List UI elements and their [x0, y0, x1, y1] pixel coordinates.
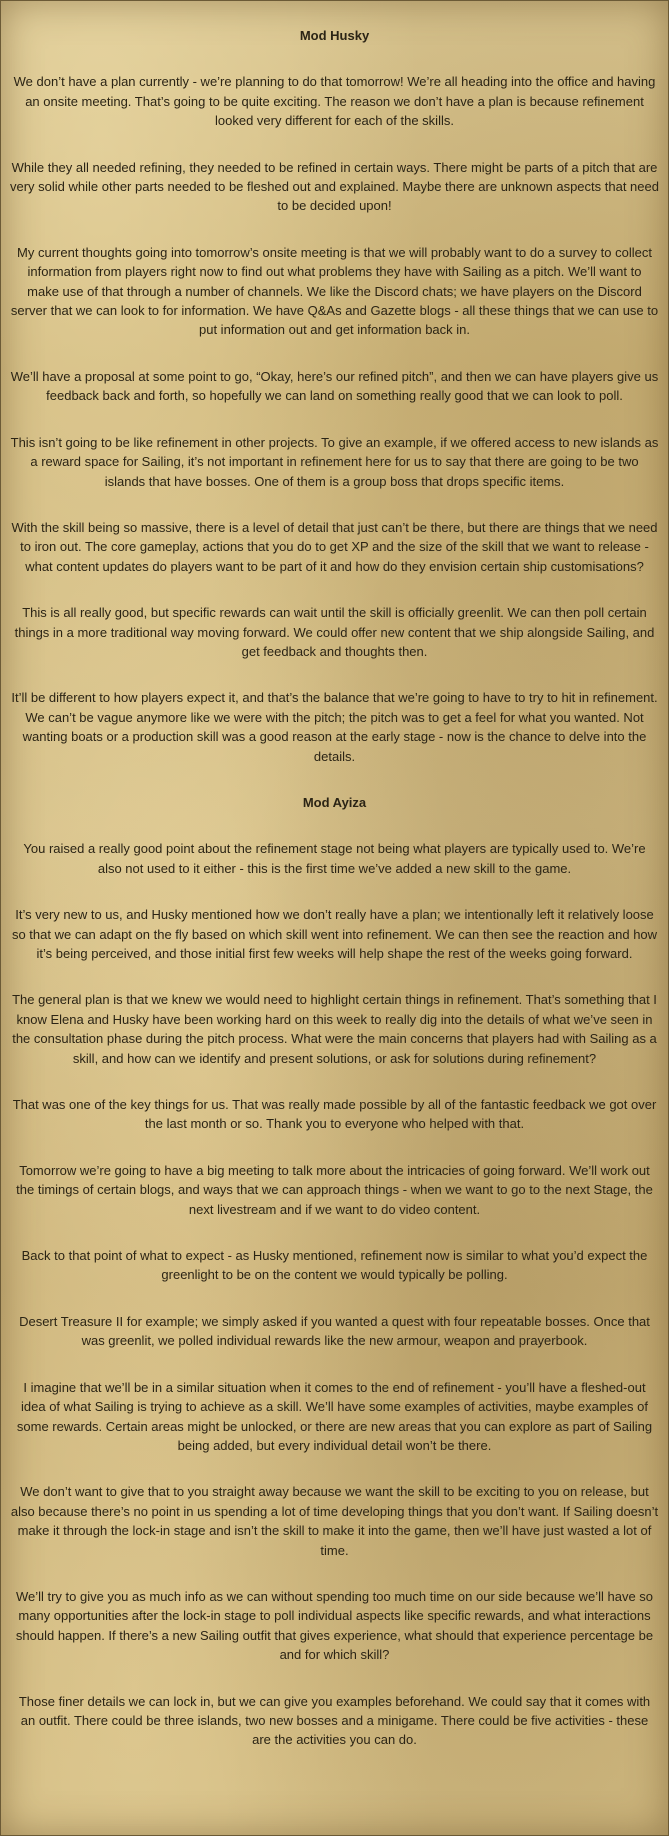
- paragraph: That was one of the key things for us. That was really made possible by all of the fantastic feedback we got over the last month or so. Thank you to everyone who helped with that.: [12, 1097, 657, 1132]
- paragraph: I imagine that we’ll be in a similar situation when it comes to the end of refinement - you’ll have a fleshed-out idea of what Sailing is trying to achieve as a skill. We’ll have some examples of activities, maybe examples of some rewards. Certain areas might be unlocked, or there are new areas that you can explore as part of Sailing being added, but every individual detail won’t be there.: [16, 1379, 653, 1453]
- paragraph: The general plan is that we knew we would need to highlight certain things in refinement. That’s something that I know Elena and Husky have been working hard on this week to really dig into the details of what we’ve seen in the consultation phase during the pitch process. What were the main concerns that players had with Sailing as a skill, and how can we identify and present solutions, or ask for solutions during refinement?: [12, 992, 657, 1066]
- speaker-heading-husky: Mod Husky: [299, 28, 370, 43]
- paragraph: My current thoughts going into tomorrow’s onsite meeting is that we will probably want to do a survey to collect information from players right now to find out what problems they have with Sailing as a pitch. We’ll want to make use of that through a number of channels. We like the Discord chats; we have players on the Discord server that we can look to for information. We have Q&As and Gazette blogs - all these things that we can use to put information out and get information back in.: [10, 244, 659, 338]
- paragraph: While they all needed refining, they needed to be refined in certain ways. There might be parts of a pitch that are very solid while other parts needed to be fleshed out and explained. Maybe there are unknown aspects that need to be decided upon!: [10, 159, 659, 214]
- paragraph: It’ll be different to how players expect it, and that’s the balance that we’re going to have to try to hit in refinement. We can’t be vague anymore like we were with the pitch; the pitch was to get a feel for what you wanted. Not wanting boats or a production skill was a good reason at the early stage - now is the chance to delve into the details.: [11, 690, 658, 764]
- paragraph: We don’t want to give that to you straight away because we want the skill to be exciting to you on release, but also because there’s no point in us spending a lot of time developing things that you don’t want. If Sailing doesn’t make it through the lock-in stage and isn’t the skill to make it into the game, then we’ll have just wasted a lot of time.: [10, 1484, 659, 1558]
- speaker-heading-ayiza: Mod Ayiza: [302, 794, 367, 810]
- paragraph: With the skill being so massive, there is a level of detail that just can’t be there, but there are things that we need to iron out. The core gameplay, actions that you do to get XP and the size of the skill that we want to release - what content updates do players want to be part of it and how do they envision certain ship customisations?: [11, 519, 658, 574]
- paragraph: Desert Treasure II for example; we simply asked if you wanted a quest with four repeatable bosses. Once that was greenlit, we polled individual rewards like the new armour, weapon and prayerbook.: [19, 1313, 650, 1349]
- paragraph: Tomorrow we’re going to have a big meeting to talk more about the intricacies of going forward. We’ll work out the timings of certain blogs, and ways that we can approach things - when we want to go to the next Stage, the next livestream and if we want to do video content.: [16, 1162, 653, 1217]
- paragraph: This isn’t going to be like refinement in other projects. To give an example, if we offered access to new islands as a reward space for Sailing, it’s not important in refinement here for us to say that there are going to be two islands that have bosses. One of them is a group boss that drops specific items.: [10, 434, 659, 489]
- paragraph: Back to that point of what to expect - as Husky mentioned, refinement now is similar to what you’d expect the greenlight to be on the content we would typically be polling.: [21, 1248, 648, 1283]
- paragraph: We don’t have a plan currently - we’re planning to do that tomorrow! We’re all heading into the office and having an onsite meeting. That’s going to be quite exciting. The reason we don’t have a plan is because refinement looked very different for each of the skills.: [13, 74, 656, 129]
- paragraph: This is all really good, but specific rewards can wait until the skill is officially greenlit. We can then poll certain things in a more traditional way moving forward. We could offer new content that we ship alongside Sailing, and get feedback and thoughts then.: [14, 605, 655, 659]
- paragraph: It’s very new to us, and Husky mentioned how we don’t really have a plan; we intentionally left it relatively loose so that we can adapt on the fly based on which skill went into refinement. We can then see the reaction and how it’s being perceived, and those initial first few weeks will help shape the rest of the weeks going forward.: [11, 907, 658, 961]
- paragraph: You raised a really good point about the refinement stage not being what players are typically used to. We’re also not used to it either - this is the first time we’ve added a new skill to the game.: [23, 841, 646, 876]
- paragraph: We’ll have a proposal at some point to go, “Okay, here’s our refined pitch”, and then we can have players give us feedback back and forth, so hopefully we can land on something really good that we can look to poll.: [10, 368, 659, 404]
- paragraph: We’ll try to give you as much info as we can without spending too much time on our side because we’ll have so many opportunities after the lock-in stage to poll individual aspects like specific rewards, and what interactions should happen. If there’s a new Sailing outfit that gives experience, what should that experience percentage be and for which skill?: [15, 1588, 654, 1663]
- paragraph: Those finer details we can lock in, but we can give you examples beforehand. We could say that it comes with an outfit. There could be three islands, two new bosses and a minigame. There could be five activities - these are the activities you can do.: [18, 1693, 651, 1748]
